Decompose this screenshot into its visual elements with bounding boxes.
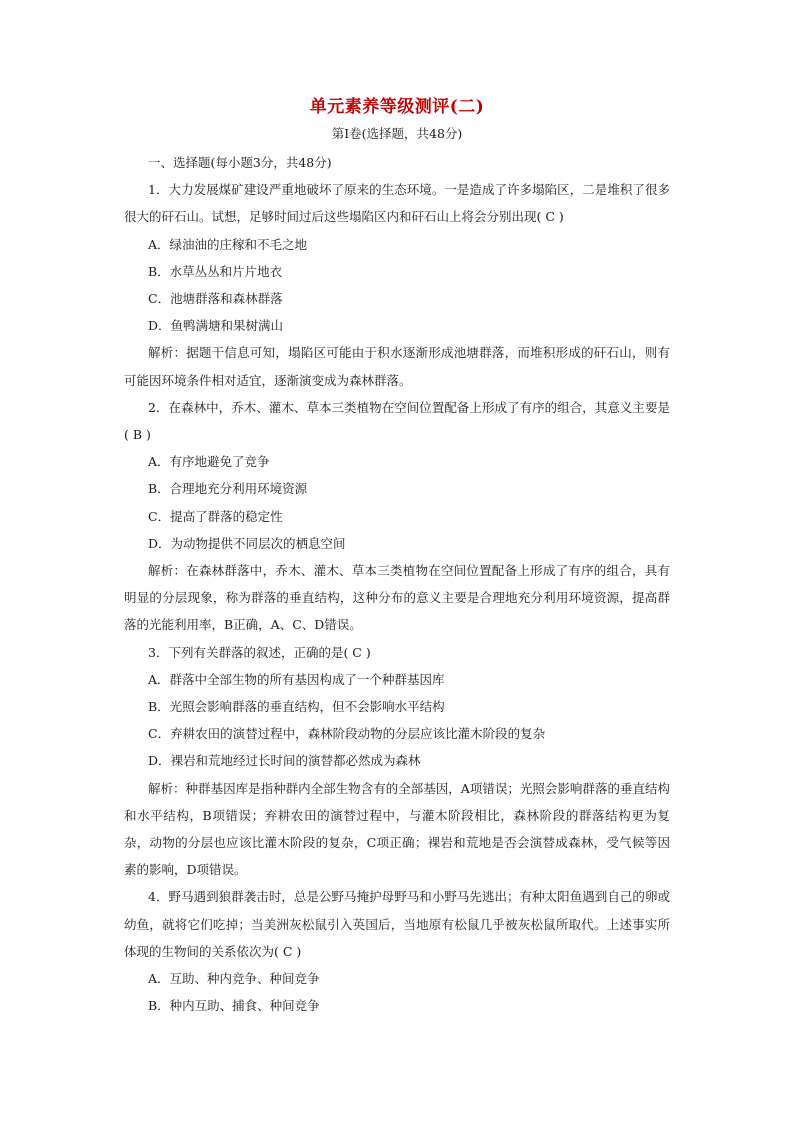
option-a: A．群落中全部生物的所有基因构成了一个种群基因库	[148, 671, 445, 687]
question-stem: 3．下列有关群落的叙述，正确的是( C )	[148, 644, 371, 660]
question-stem: 2．在森林中，乔木、灌木、草本三类植物在空间位置配备上形成了有序的组合，其意义主要是( B )	[124, 399, 670, 443]
option-a: A．互助、种内竞争、种间竞争	[148, 971, 320, 987]
option-b: B．光照会影响群落的垂直结构，但不会影响水平结构	[148, 699, 445, 715]
option-b: B．种内互助、捕食、种间竞争	[148, 998, 320, 1014]
option-a: A．绿油油的庄稼和不毛之地	[148, 236, 308, 252]
analysis: 解析：在森林群落中，乔木、灌木、草本三类植物在空间位置配备上形成了有序的组合，具有明显的分层现象，称为群落的垂直结构，这种分布的意义主要是合理地充分利用环境资源，提高群落的光能利用率，B正确，A、C、D错误。	[124, 563, 670, 633]
option-b: B．合理地充分利用环境资源	[148, 481, 308, 497]
option-a: A．有序地避免了竞争	[148, 454, 270, 470]
analysis: 解析：种群基因库是指种群内全部生物含有的全部基因，A项错误；光照会影响群落的垂直结构和水平结构，B项错误；弃耕农田的演替过程中，与灌木阶段相比，森林阶段的群落结构更为复杂，动物的分层也应该比灌木阶段的复杂，C项正确；裸岩和荒地是否会演替成森林，受气候等因素的影响，D项错误。	[124, 780, 670, 878]
option-c: C．池塘群落和森林群落	[148, 291, 283, 307]
question-4	[124, 883, 670, 1019]
question-1	[124, 176, 670, 394]
page-title: 单元素养等级测评(二)	[309, 97, 485, 117]
question-stem: 4．野马遇到狼群袭击时，总是公野马掩护母野马和小野马先逃出；有种太阳鱼遇到自己的卵或幼鱼，就将它们吃掉；当美洲灰松鼠引入英国后，当地原有松鼠几乎被灰松鼠所取代。上述事实所体现的生物间的关系依次为( C )	[124, 889, 670, 959]
question-2	[124, 394, 670, 639]
page-subtitle: 第Ⅰ卷(选择题，共48分)	[331, 126, 463, 141]
option-c: C．弃耕农田的演替过程中，森林阶段动物的分层应该比灌木阶段的复杂	[148, 726, 546, 742]
option-c: C．提高了群落的稳定性	[148, 508, 283, 524]
option-d: D．鱼鸭满塘和果树满山	[148, 318, 284, 334]
option-b: B．水草丛丛和片片地衣	[148, 263, 283, 279]
question-stem: 1．大力发展煤矿建设严重地破坏了原来的生态环境。一是造成了许多塌陷区，二是堆积了很多很大的矸石山。试想，足够时间过后这些塌陷区内和矸石山上将会分别出现( C )	[124, 182, 670, 225]
question-3	[124, 639, 670, 884]
analysis: 解析：据题干信息可知，塌陷区可能由于积水逐渐形成池塘群落，而堆积形成的矸石山，则有可能因环境条件相对适宜，逐渐演变成为森林群落。	[124, 345, 670, 388]
option-d: D．为动物提供不同层次的栖息空间	[148, 535, 346, 551]
section-heading: 一、选择题(每小题3分，共48分)	[148, 155, 332, 170]
option-d: D．裸岩和荒地经过长时间的演替都必然成为森林	[148, 753, 421, 769]
